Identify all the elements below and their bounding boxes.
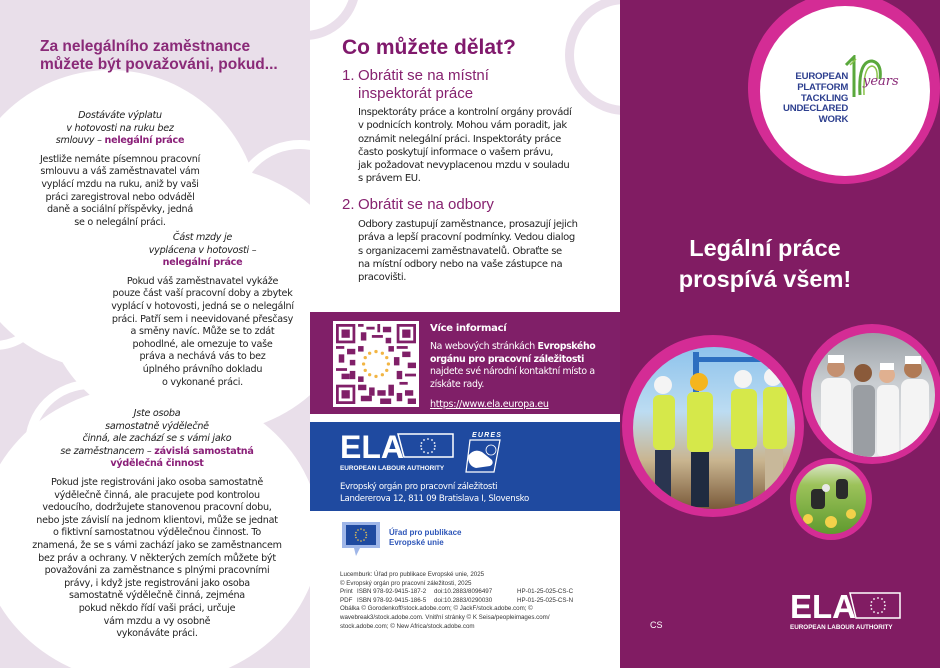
section-title: Co můžete dělat? (342, 36, 516, 59)
step-1-text: Inspektoráty práce a kontrolní orgány provádí v podnicích kontroly. Mohou vám poradit, jak oznámit nelegální práci. Inspektoráty práce často poskytují informace o vašem právu, jak požadovat nevyplacenou mzdu v souladu s právem EU. (358, 107, 572, 185)
ela-logo-text: ELA (340, 431, 404, 465)
left-heading (40, 38, 290, 74)
eures-logo (464, 430, 502, 474)
cover-title: Legální práce prospívá všem! (678, 235, 852, 292)
ela-logo-subtitle: EUROPEAN LABOUR AUTHORITY (340, 465, 445, 472)
section-body: Pokud jste registrováni jako osoba samostatně výdělečně činná, ale pracujete pod kontrolou vedoucího, dodržujete stanovenou pracovní dobu, nebo jste závislí na jednom klientovi, může se jednat o fiktivní samostatnou výdělečnou činnost. To znamená, že se s vámi zachází jako se zaměstnancem bez práv a ochrany. V některých zemích můžete být považováni za zaměstnance s plnými pracovními právy, i když jste registrováni jako osoba samostatně výdělečně činná, zejména pokud někdo řídí vaši práci, určuje vám mzdu a vy osobně vykonáváte práci. (32, 476, 282, 640)
ela-logo (340, 431, 455, 473)
ela-cover-logo-subtitle: EUROPEAN LABOUR AUTHORITY (790, 624, 893, 631)
more-info-title: Více informací (430, 323, 507, 334)
highlight-illegal-work: nelegální práce (104, 135, 185, 147)
step-2-title: 2. Obrátit se na odbory (342, 196, 494, 213)
section-lead: Část mzdy je vyplácena v hotovosti – nelegální práce (148, 232, 257, 269)
heading-line: Za nelegálního zaměstnance (40, 38, 251, 55)
section-partial-cash (100, 232, 305, 395)
more-info-band (310, 312, 620, 414)
imprint-line: Lucemburk: Úřad pro publikace Evropské unie, 2025 (340, 571, 485, 578)
section-body: Jestliže nemáte písemnou pracovní smlouvu a váš zaměstnavatel vám vyplácí mzdu na ruku, aniž by vaši práci zaregistroval nebo odváděl daně a sociální příspěvky, jedná se o nelegální práci. (39, 153, 201, 228)
ela-cover-logo (790, 590, 902, 632)
panel-what-you-can-do (310, 0, 620, 668)
imprint-row-print: Print ISBN 978-92-9415-187-2 doi:10.2883/8096497 HP-01-25-025-CS-C (340, 588, 574, 596)
highlight-illegal-work: nelegální práce (162, 257, 243, 269)
eures-logo-text: EURES (472, 432, 502, 439)
section-lead: Dostáváte výplatu v hotovosti na ruku bez smlouvy – nelegální práce (55, 110, 185, 147)
publications-office-name: Úřad pro publikace Evropské unie (389, 528, 462, 547)
platform-logo-years: years (863, 74, 899, 89)
imprint (340, 571, 620, 631)
heading-line: můžete být považováni, pokud... (40, 56, 278, 73)
photo-chefs (811, 333, 935, 457)
language-code: CS (650, 620, 663, 630)
imprint-line: © Evropský orgán pro pracovní záležitosti, 2025 (340, 579, 472, 587)
highlight-dependent-self-employment: výdělečná činnost (110, 458, 204, 470)
step-2-text: Odbory zastupují zaměstnance, prosazují jejich práva a lepší pracovní podmínky. Vedou dialog s organizacemi zaměstnavatelů. Obraťte se na místní odbory nebo na vaše zástupce na pracovišti. (358, 219, 578, 284)
qr-code-graphic (336, 324, 416, 404)
more-info-text: Na webových stránkách Evropského orgánu pro pracovní záležitosti najdete své národní kontaktní místo a získáte rady. (430, 341, 596, 390)
ela-cover-logo-text: ELA (790, 590, 856, 625)
workers-illustration (633, 347, 795, 509)
chefs-illustration (811, 333, 935, 457)
section-bogus-self-employment (22, 408, 292, 647)
panel-illegal-work-info (0, 0, 310, 668)
ela-address: Evropský orgán pro pracovní záležitosti Landererova 12, 811 09 Bratislava I, Slovensko (340, 482, 529, 504)
decor-ring (565, 0, 620, 115)
farm-illustration (796, 464, 866, 534)
photo-farm-workers (796, 464, 866, 534)
imprint-row-pdf: PDF ISBN 978-92-9415-186-5 doi:10.2883/0290030 HP-01-25-025-CS-N (340, 596, 574, 604)
photo-construction-workers (633, 347, 795, 509)
ela-website-link[interactable]: https://www.ela.europa.eu (430, 399, 549, 410)
platform-logo-text: EUROPEAN PLATFORM TACKLING UNDECLARED WORK (783, 71, 849, 126)
section-cash-no-contract (30, 110, 210, 235)
step-1-title: 1. Obrátit se na místní inspektorát práce (342, 67, 489, 102)
decor-ring (310, 0, 360, 40)
panel-cover (620, 0, 940, 668)
ela-contact-band (310, 422, 620, 511)
highlight-dependent-self-employment: závislá samostatná (154, 445, 254, 457)
section-body: Pokud váš zaměstnavatel vykáže pouze část vaší pracovní doby a zbytek vyplácí v hotovosti, jedná se o nelegální práci. Patří sem i neevidované přesčasy a směny navíc. Může se to zdát pohodlné, ale omezuje to vaše práva a nechává vás to bez úplného právního dokladu o vykonané práci. (111, 275, 294, 388)
section-lead: Jste osoba samostatně výdělečně činná, ale zachází se s vámi jako se zaměstnancem – závislá samostatná výdělečná činnost (60, 408, 254, 470)
qr-code[interactable] (333, 321, 419, 407)
image-credits: Obálka © Gorodenkoff/stock.adobe.com; © JackF/stock.adobe.com; © wavebreak3/stock.adobe.com. Vnitřní stránky © K Seisa/peopleimages.com/ stock.adobe.com; © New Africa/stock.adobe.com (340, 605, 550, 630)
